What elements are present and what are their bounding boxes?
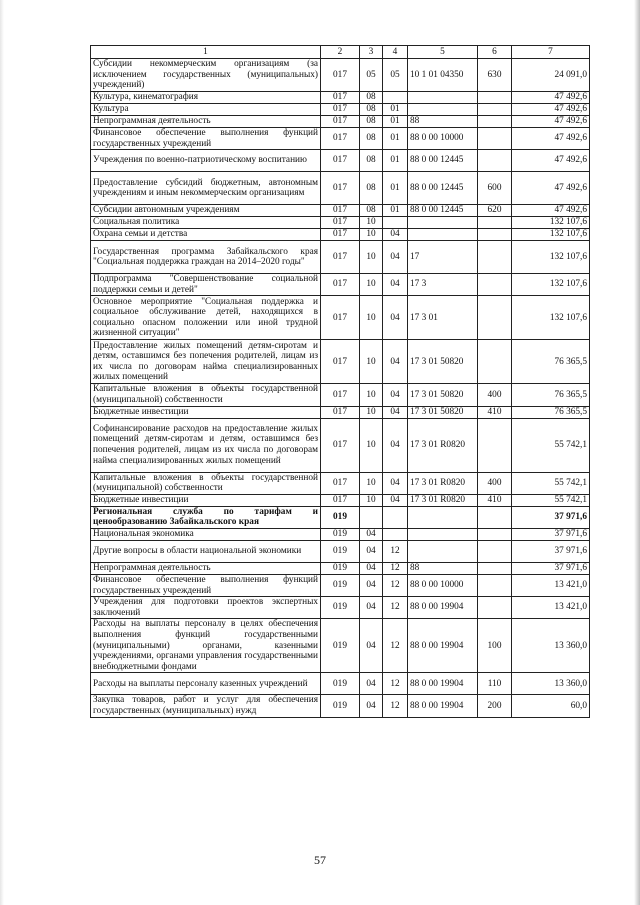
header-col-5: 5 bbox=[408, 46, 478, 59]
table-header-row bbox=[91, 46, 590, 59]
cell-subsection: 04 bbox=[383, 274, 408, 296]
cell-admin-code: 017 bbox=[321, 59, 360, 92]
table-row bbox=[91, 418, 590, 472]
cell-section: 08 bbox=[360, 205, 383, 217]
cell-subsection: 04 bbox=[383, 296, 408, 340]
cell-name: Расходы на выплаты персоналу казенных учреждений bbox=[91, 673, 321, 695]
cell-section: 08 bbox=[360, 172, 383, 205]
cell-target-article bbox=[408, 528, 478, 540]
cell-name: Непрограммная деятельность bbox=[91, 562, 321, 574]
cell-section: 04 bbox=[360, 695, 383, 717]
table-row bbox=[91, 241, 590, 274]
cell-name: Финансовое обеспечение выполнения функций государственных учреждений bbox=[91, 574, 321, 596]
cell-subsection bbox=[383, 92, 408, 104]
cell-target-article: 17 3 01 R0820 bbox=[408, 472, 478, 494]
cell-expense-type bbox=[478, 128, 512, 150]
table-row bbox=[91, 340, 590, 384]
cell-admin-code: 017 bbox=[321, 384, 360, 406]
cell-admin-code: 017 bbox=[321, 229, 360, 241]
cell-amount: 132 107,6 bbox=[512, 241, 590, 274]
cell-amount: 47 492,6 bbox=[512, 172, 590, 205]
cell-subsection bbox=[383, 528, 408, 540]
cell-admin-code: 019 bbox=[321, 597, 360, 619]
cell-name: Капитальные вложения в объекты государственной (муниципальной) собственности bbox=[91, 472, 321, 494]
cell-target-article: 17 3 01 bbox=[408, 296, 478, 340]
cell-name: Учреждения по военно-патриотическому воспитанию bbox=[91, 150, 321, 172]
cell-expense-type bbox=[478, 92, 512, 104]
cell-admin-code: 017 bbox=[321, 217, 360, 229]
table-row bbox=[91, 506, 590, 528]
cell-expense-type: 410 bbox=[478, 494, 512, 506]
cell-amount: 55 742,1 bbox=[512, 418, 590, 472]
cell-name: Субсидии автономным учреждениям bbox=[91, 205, 321, 217]
cell-target-article bbox=[408, 506, 478, 528]
cell-name: Субсидии некоммерческим организациям (за исключением государственных (муниципальных) учреждений) bbox=[91, 59, 321, 92]
cell-expense-type bbox=[478, 150, 512, 172]
cell-admin-code: 019 bbox=[321, 673, 360, 695]
table-row bbox=[91, 384, 590, 406]
cell-section: 04 bbox=[360, 619, 383, 673]
cell-section: 10 bbox=[360, 418, 383, 472]
cell-section: 10 bbox=[360, 296, 383, 340]
header-col-6: 6 bbox=[478, 46, 512, 59]
cell-section: 10 bbox=[360, 472, 383, 494]
cell-admin-code: 019 bbox=[321, 562, 360, 574]
cell-target-article: 88 0 00 12445 bbox=[408, 205, 478, 217]
cell-target-article bbox=[408, 540, 478, 562]
cell-name: Региональная служба по тарифам и ценообразованию Забайкальского края bbox=[91, 506, 321, 528]
table-row bbox=[91, 472, 590, 494]
cell-subsection: 04 bbox=[383, 340, 408, 384]
cell-amount: 132 107,6 bbox=[512, 229, 590, 241]
cell-name: Социальная политика bbox=[91, 217, 321, 229]
cell-expense-type bbox=[478, 574, 512, 596]
cell-name: Предоставление жилых помещений детям-сиротам и детям, оставшимся без попечения родителей, лицам из их числа по договорам найма специализированных жилых помещений bbox=[91, 340, 321, 384]
cell-subsection: 12 bbox=[383, 673, 408, 695]
cell-expense-type: 400 bbox=[478, 472, 512, 494]
cell-name: Охрана семьи и детства bbox=[91, 229, 321, 241]
cell-target-article: 17 3 01 R0820 bbox=[408, 418, 478, 472]
cell-section: 10 bbox=[360, 274, 383, 296]
cell-admin-code: 017 bbox=[321, 472, 360, 494]
cell-amount: 37 971,6 bbox=[512, 540, 590, 562]
cell-expense-type bbox=[478, 274, 512, 296]
cell-admin-code: 017 bbox=[321, 340, 360, 384]
table-row bbox=[91, 619, 590, 673]
table-row bbox=[91, 296, 590, 340]
header-col-3: 3 bbox=[360, 46, 383, 59]
table-row bbox=[91, 406, 590, 418]
cell-amount: 132 107,6 bbox=[512, 274, 590, 296]
cell-amount: 132 107,6 bbox=[512, 296, 590, 340]
cell-expense-type bbox=[478, 540, 512, 562]
cell-subsection: 12 bbox=[383, 540, 408, 562]
page-left-edge bbox=[0, 0, 4, 905]
cell-name: Закупка товаров, работ и услуг для обеспечения государственных (муниципальных) нужд bbox=[91, 695, 321, 717]
cell-subsection: 05 bbox=[383, 59, 408, 92]
cell-subsection: 01 bbox=[383, 150, 408, 172]
table-row bbox=[91, 217, 590, 229]
cell-target-article: 17 3 01 R0820 bbox=[408, 494, 478, 506]
cell-target-article: 17 bbox=[408, 241, 478, 274]
cell-admin-code: 017 bbox=[321, 128, 360, 150]
cell-admin-code: 019 bbox=[321, 540, 360, 562]
cell-expense-type: 200 bbox=[478, 695, 512, 717]
cell-subsection: 01 bbox=[383, 116, 408, 128]
cell-admin-code: 019 bbox=[321, 574, 360, 596]
cell-section: 10 bbox=[360, 406, 383, 418]
cell-admin-code: 017 bbox=[321, 104, 360, 116]
cell-section: 04 bbox=[360, 673, 383, 695]
cell-admin-code: 017 bbox=[321, 241, 360, 274]
table-row bbox=[91, 229, 590, 241]
table-body bbox=[91, 46, 590, 718]
table-row bbox=[91, 562, 590, 574]
cell-expense-type: 600 bbox=[478, 172, 512, 205]
cell-target-article: 10 1 01 04350 bbox=[408, 59, 478, 92]
cell-expense-type bbox=[478, 418, 512, 472]
cell-subsection bbox=[383, 506, 408, 528]
cell-section: 10 bbox=[360, 494, 383, 506]
cell-amount: 13 360,0 bbox=[512, 619, 590, 673]
cell-target-article bbox=[408, 104, 478, 116]
table-row bbox=[91, 597, 590, 619]
cell-expense-type bbox=[478, 597, 512, 619]
cell-target-article bbox=[408, 217, 478, 229]
cell-section: 08 bbox=[360, 104, 383, 116]
table-row bbox=[91, 128, 590, 150]
cell-expense-type: 620 bbox=[478, 205, 512, 217]
cell-expense-type: 400 bbox=[478, 384, 512, 406]
cell-admin-code: 017 bbox=[321, 406, 360, 418]
cell-amount: 47 492,6 bbox=[512, 104, 590, 116]
cell-amount: 76 365,5 bbox=[512, 340, 590, 384]
cell-expense-type bbox=[478, 116, 512, 128]
cell-expense-type bbox=[478, 506, 512, 528]
cell-amount: 13 421,0 bbox=[512, 597, 590, 619]
cell-amount: 47 492,6 bbox=[512, 150, 590, 172]
cell-expense-type bbox=[478, 296, 512, 340]
cell-name: Основное мероприятие "Социальная поддержка и социальное обслуживание детей, находящихся в социально опасном положении или иной трудной жизненной ситуации" bbox=[91, 296, 321, 340]
cell-amount: 37 971,6 bbox=[512, 528, 590, 540]
cell-target-article: 88 0 00 19904 bbox=[408, 695, 478, 717]
cell-section: 04 bbox=[360, 540, 383, 562]
cell-target-article: 88 bbox=[408, 562, 478, 574]
cell-admin-code: 017 bbox=[321, 205, 360, 217]
cell-section: 10 bbox=[360, 384, 383, 406]
cell-expense-type: 410 bbox=[478, 406, 512, 418]
cell-name: Другие вопросы в области национальной экономики bbox=[91, 540, 321, 562]
table-row bbox=[91, 574, 590, 596]
cell-expense-type bbox=[478, 104, 512, 116]
cell-section bbox=[360, 506, 383, 528]
cell-expense-type bbox=[478, 340, 512, 384]
cell-expense-type bbox=[478, 241, 512, 274]
cell-name: Непрограммная деятельность bbox=[91, 116, 321, 128]
page-number: 57 bbox=[314, 853, 326, 867]
cell-admin-code: 017 bbox=[321, 296, 360, 340]
table-row bbox=[91, 494, 590, 506]
cell-amount: 60,0 bbox=[512, 695, 590, 717]
table-row bbox=[91, 172, 590, 205]
cell-amount: 37 971,6 bbox=[512, 562, 590, 574]
cell-expense-type bbox=[478, 217, 512, 229]
cell-target-article bbox=[408, 92, 478, 104]
cell-expense-type bbox=[478, 229, 512, 241]
cell-section: 10 bbox=[360, 241, 383, 274]
cell-expense-type: 110 bbox=[478, 673, 512, 695]
cell-subsection: 12 bbox=[383, 574, 408, 596]
cell-subsection: 04 bbox=[383, 472, 408, 494]
cell-section: 08 bbox=[360, 128, 383, 150]
cell-amount: 76 365,5 bbox=[512, 406, 590, 418]
cell-section: 08 bbox=[360, 150, 383, 172]
cell-admin-code: 017 bbox=[321, 116, 360, 128]
cell-amount: 76 365,5 bbox=[512, 384, 590, 406]
table-row bbox=[91, 116, 590, 128]
cell-section: 10 bbox=[360, 217, 383, 229]
cell-admin-code: 019 bbox=[321, 619, 360, 673]
cell-section: 04 bbox=[360, 597, 383, 619]
cell-name: Бюджетные инвестиции bbox=[91, 494, 321, 506]
cell-expense-type: 630 bbox=[478, 59, 512, 92]
cell-name: Софинансирование расходов на предоставление жилых помещений детям-сиротам и детям, оставшимся без попечения родителей, лицам из их числа по договорам найма специализированных жилых помещений bbox=[91, 418, 321, 472]
cell-section: 10 bbox=[360, 229, 383, 241]
table-row bbox=[91, 528, 590, 540]
header-col-2: 2 bbox=[321, 46, 360, 59]
cell-amount: 47 492,6 bbox=[512, 205, 590, 217]
cell-subsection: 01 bbox=[383, 205, 408, 217]
cell-section: 05 bbox=[360, 59, 383, 92]
cell-section: 04 bbox=[360, 574, 383, 596]
cell-target-article: 88 0 00 19904 bbox=[408, 619, 478, 673]
cell-target-article: 88 0 00 10000 bbox=[408, 128, 478, 150]
cell-name: Бюджетные инвестиции bbox=[91, 406, 321, 418]
cell-name: Государственная программа Забайкальского края "Социальная поддержка граждан на 2014–2020 годы" bbox=[91, 241, 321, 274]
table-row bbox=[91, 150, 590, 172]
cell-admin-code: 017 bbox=[321, 274, 360, 296]
cell-subsection: 04 bbox=[383, 229, 408, 241]
cell-amount: 13 360,0 bbox=[512, 673, 590, 695]
cell-target-article: 88 0 00 19904 bbox=[408, 597, 478, 619]
cell-admin-code: 017 bbox=[321, 494, 360, 506]
budget-table bbox=[90, 45, 590, 718]
cell-section: 08 bbox=[360, 116, 383, 128]
cell-section: 04 bbox=[360, 528, 383, 540]
cell-name: Культура, кинематография bbox=[91, 92, 321, 104]
cell-section: 10 bbox=[360, 340, 383, 384]
table-row bbox=[91, 59, 590, 92]
cell-admin-code: 017 bbox=[321, 150, 360, 172]
cell-subsection bbox=[383, 217, 408, 229]
cell-subsection: 01 bbox=[383, 172, 408, 205]
cell-target-article: 17 3 01 50820 bbox=[408, 384, 478, 406]
cell-amount: 132 107,6 bbox=[512, 217, 590, 229]
cell-target-article: 88 0 00 12445 bbox=[408, 172, 478, 205]
cell-name: Предоставление субсидий бюджетным, автономным учреждениям и иным некоммерческим организациям bbox=[91, 172, 321, 205]
cell-subsection: 12 bbox=[383, 619, 408, 673]
table-row bbox=[91, 104, 590, 116]
header-col-7: 7 bbox=[512, 46, 590, 59]
cell-amount: 24 091,0 bbox=[512, 59, 590, 92]
cell-expense-type bbox=[478, 528, 512, 540]
cell-amount: 13 421,0 bbox=[512, 574, 590, 596]
cell-admin-code: 019 bbox=[321, 695, 360, 717]
cell-section: 08 bbox=[360, 92, 383, 104]
table-row bbox=[91, 274, 590, 296]
cell-name: Расходы на выплаты персоналу в целях обеспечения выполнения функций государственными (муниципальными) органами, казенными учреждениями, органами управления государственными внебюджетными фондами bbox=[91, 619, 321, 673]
cell-name: Национальная экономика bbox=[91, 528, 321, 540]
cell-subsection: 12 bbox=[383, 597, 408, 619]
cell-expense-type: 100 bbox=[478, 619, 512, 673]
header-col-1: 1 bbox=[91, 46, 321, 59]
header-col-4: 4 bbox=[383, 46, 408, 59]
cell-subsection: 04 bbox=[383, 494, 408, 506]
table-row bbox=[91, 540, 590, 562]
page-right-edge bbox=[634, 0, 640, 905]
cell-name: Подпрограмма "Совершенствование социальной поддержки семьи и детей" bbox=[91, 274, 321, 296]
cell-subsection: 04 bbox=[383, 418, 408, 472]
cell-amount: 55 742,1 bbox=[512, 494, 590, 506]
cell-name: Учреждения для подготовки проектов экспертных заключений bbox=[91, 597, 321, 619]
table-row bbox=[91, 673, 590, 695]
cell-amount: 47 492,6 bbox=[512, 92, 590, 104]
cell-name: Культура bbox=[91, 104, 321, 116]
cell-subsection: 04 bbox=[383, 384, 408, 406]
cell-target-article: 17 3 bbox=[408, 274, 478, 296]
cell-target-article: 88 0 00 19904 bbox=[408, 673, 478, 695]
cell-subsection: 01 bbox=[383, 128, 408, 150]
cell-name: Капитальные вложения в объекты государственной (муниципальной) собственности bbox=[91, 384, 321, 406]
cell-admin-code: 017 bbox=[321, 172, 360, 205]
cell-admin-code: 019 bbox=[321, 528, 360, 540]
cell-admin-code: 017 bbox=[321, 418, 360, 472]
cell-amount: 37 971,6 bbox=[512, 506, 590, 528]
cell-subsection: 04 bbox=[383, 241, 408, 274]
cell-target-article: 17 3 01 50820 bbox=[408, 340, 478, 384]
cell-target-article: 88 bbox=[408, 116, 478, 128]
table-row bbox=[91, 695, 590, 717]
cell-subsection: 12 bbox=[383, 695, 408, 717]
table-row bbox=[91, 92, 590, 104]
cell-amount: 47 492,6 bbox=[512, 116, 590, 128]
cell-admin-code: 017 bbox=[321, 92, 360, 104]
cell-amount: 55 742,1 bbox=[512, 472, 590, 494]
cell-subsection: 12 bbox=[383, 562, 408, 574]
cell-target-article: 88 0 00 10000 bbox=[408, 574, 478, 596]
cell-target-article: 88 0 00 12445 bbox=[408, 150, 478, 172]
cell-name: Финансовое обеспечение выполнения функций государственных учреждений bbox=[91, 128, 321, 150]
cell-subsection: 01 bbox=[383, 104, 408, 116]
cell-target-article: 17 3 01 50820 bbox=[408, 406, 478, 418]
table-row bbox=[91, 205, 590, 217]
cell-section: 04 bbox=[360, 562, 383, 574]
cell-expense-type bbox=[478, 562, 512, 574]
cell-admin-code: 019 bbox=[321, 506, 360, 528]
cell-target-article bbox=[408, 229, 478, 241]
cell-subsection: 04 bbox=[383, 406, 408, 418]
cell-amount: 47 492,6 bbox=[512, 128, 590, 150]
